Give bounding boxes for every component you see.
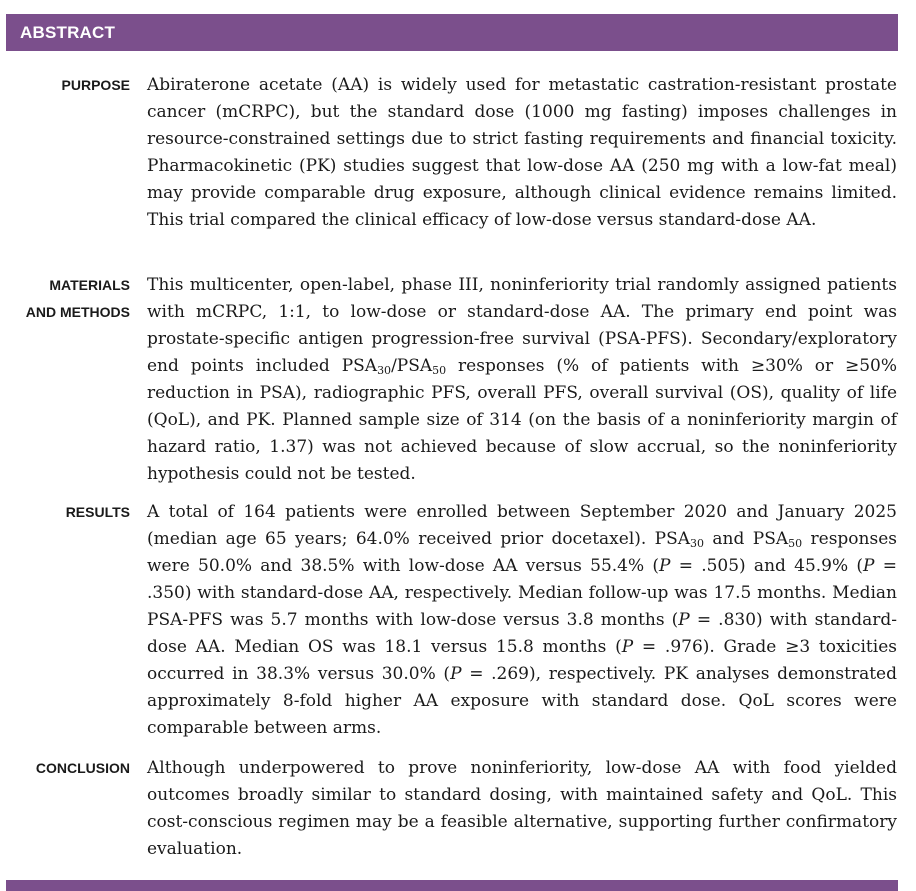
abstract-header [6,14,898,51]
section-text-materials-methods: This multicenter, open-label, phase III, noninferiority trial randomly assigned patients with mCRPC, 1:1, to low-dose or standard-dose AA. The primary end point was prostate-specific antigen progression-free survival (PSA-PFS). Secondary/exploratory end points included $PSA_{30}/PSA_{50}$ responses (% of patients with ≥30% or ≥50% reduction in PSA), radiographic PFS, overall PFS, overall survival (OS), quality of life (QoL), and PK. Planned sample size of 314 (on the basis of a noninferiority margin of hazard ratio, 1.37) was not achieved because of slow accrual, so the noninferiority hypothesis could not be tested. [147,275,897,484]
section-label-conclusion [36,755,130,782]
label-line: RESULTS [65,504,130,520]
label-line: PURPOSE [61,77,130,93]
abstract-footer-bar [6,880,898,891]
label-line: AND METHODS [25,304,130,320]
section-text-conclusion: Although underpowered to prove noninferiority, low-dose AA with food yielded outcomes broadly similar to standard dosing, with maintained safety and QoL. This cost-conscious regimen may be a feasible alternative, supporting further confirmatory evaluation. [147,758,897,859]
abstract-title: ABSTRACT [20,22,116,42]
section-label-purpose [62,72,130,99]
section-text-results: A total of 164 patients were enrolled between September 2020 and January 2025 (median age 65 years; 64.0% received prior docetaxel). $PSA_{30}$ and $PSA_{50}$ responses were 50.0% and 38.5% with low-dose AA versus 55.4% (P = .505) and 45.9% (P = .350) with standard-dose AA, respectively. Median follow-up was 17.5 months. Median PSA-PFS was 5.7 months with low-dose versus 3.8 months (P = .830) with standard-dose AA. Median OS was 18.1 versus 15.8 months (P = .976). Grade ≥3 toxicities occurred in 38.3% versus 30.0% (P = .269), respectively. PK analyses demonstrated approximately 8-fold higher AA exposure with standard dose. QoL scores were comparable between arms. [147,502,898,738]
label-line: MATERIALS [49,277,130,293]
section-text-purpose: Abiraterone acetate (AA) is widely used for metastatic castration-resistant prostate cancer (mCRPC), but the standard dose (1000 mg fasting) imposes challenges in resource-constrained settings due to strict fasting requirements and financial toxicity. Pharmacokinetic (PK) studies suggest that low-dose AA (250 mg with a low-fat meal) may provide comparable drug exposure, although clinical evidence remains limited. This trial compared the clinical efficacy of low-dose versus standard-dose AA. [147,75,897,230]
label-line: CONCLUSION [35,760,130,776]
section-label-materials-methods [26,272,130,326]
section-label-results [66,499,130,526]
